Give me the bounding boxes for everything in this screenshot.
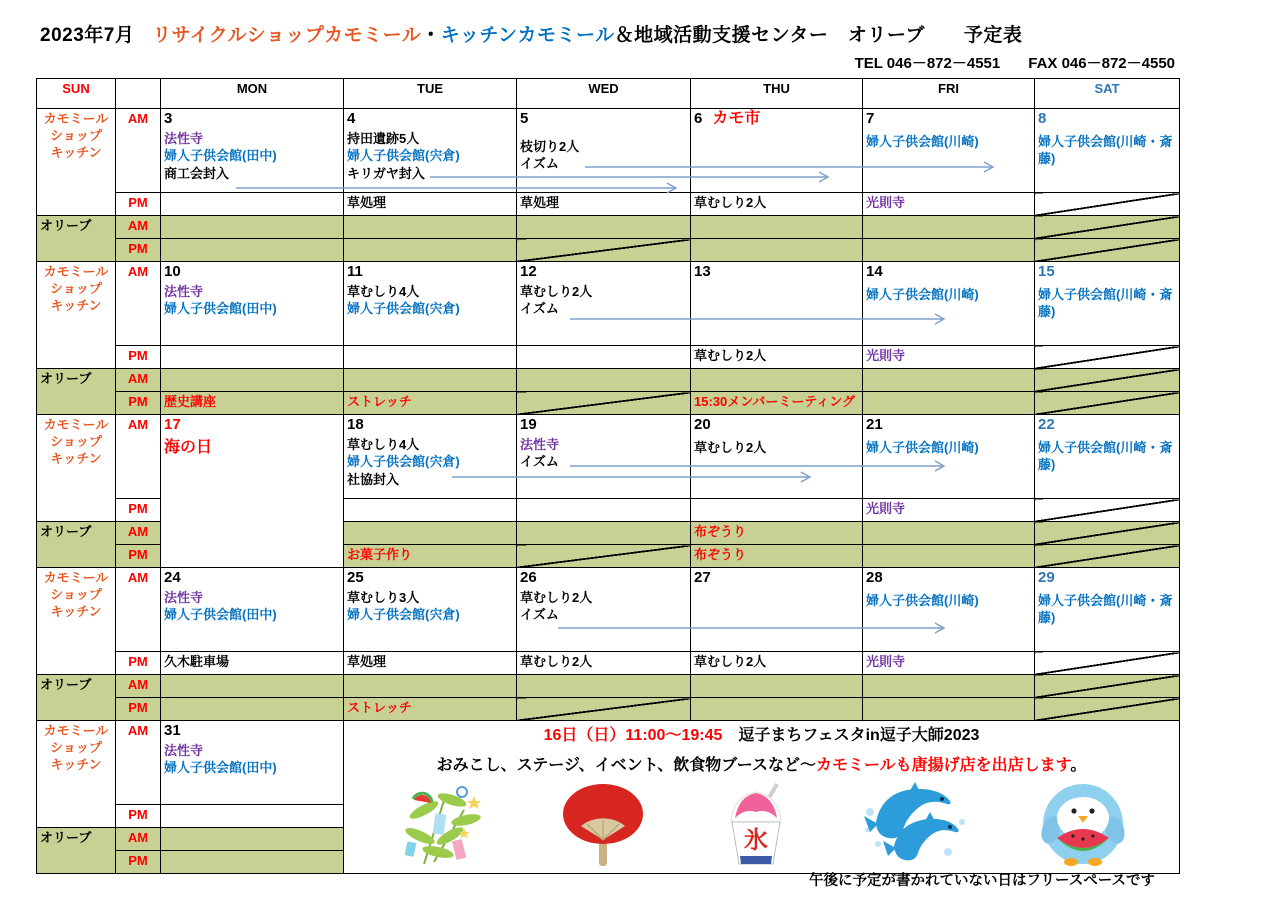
- day-cell-jul14-pm: 光則寺: [863, 346, 1035, 369]
- am-label: AM: [116, 568, 161, 652]
- olive-jul22-am-closed: [1035, 522, 1180, 545]
- date-27: 27: [694, 569, 711, 586]
- date-11: 11: [347, 263, 363, 280]
- day-cell-jul25-am: 25 草むしり3人 婦人子供会館(宍倉): [344, 568, 517, 652]
- day-cell-jul24-am: 24 法性寺 婦人子供会館(田中): [161, 568, 344, 652]
- date-13: 13: [694, 263, 711, 280]
- week4-pm-row: [37, 652, 1180, 675]
- date-18: 18: [347, 416, 364, 433]
- fax-number: FAX 046－872－4550: [1028, 55, 1175, 72]
- week2-olive-pm-row: PM 歴史講座 ストレッチ 15:30メンバーミーティング: [37, 392, 1180, 415]
- day-cell-jul31-pm: [161, 805, 344, 828]
- olive-row-label: オリーブ: [37, 216, 116, 262]
- day-cell-jul5-am: 5 枝切り2人 イズム: [517, 109, 691, 193]
- shaved-ice-icon: [715, 780, 797, 868]
- camomile-row-label: カモミール ショップ キッチン: [37, 415, 116, 522]
- day-cell-jul26-am: 26 草むしり2人 イズム: [517, 568, 691, 652]
- tanabata-bamboo-icon: [394, 784, 490, 868]
- week2-olive-am-row: オリーブ AM: [37, 369, 1180, 392]
- day-cell-jul13-pm: 草むしり2人: [691, 346, 863, 369]
- olive-jul12-pm-closed: [517, 392, 691, 415]
- day-cell-jul15-pm-closed: [1035, 346, 1180, 369]
- date-5: 5: [520, 110, 529, 127]
- day-cell-jul12-am: 12 草むしり2人 イズム: [517, 262, 691, 346]
- tel-number: TEL 046－872－4551: [854, 55, 1001, 72]
- day-cell-jul22-pm-closed: [1035, 499, 1180, 522]
- olive-jul22-pm-closed: [1035, 545, 1180, 568]
- date-20: 20: [694, 416, 711, 433]
- day-cell-jul11-am: 11 草むしり4人 婦人子供会館(宍倉): [344, 262, 517, 346]
- am-label: AM: [116, 721, 161, 805]
- olive-jul29-pm-closed: [1035, 698, 1180, 721]
- olive-jul11-pm: ストレッチ: [344, 392, 517, 415]
- marine-day-holiday: 海の日: [164, 439, 213, 457]
- day-cell-jul20-am: 20 草むしり2人: [691, 415, 863, 499]
- day-cell-jul18-am: 18 草むしり4人 婦人子供会館(宍倉) 社協封入: [344, 415, 517, 499]
- olive-jul26-pm-closed: [517, 698, 691, 721]
- olive-jul19-pm-closed: [517, 545, 691, 568]
- footer-note: 午後に予定が書かれていない日はフリースペースです: [809, 873, 1155, 889]
- day-cell-jul29-pm-closed: [1035, 652, 1180, 675]
- header-spacer: [116, 79, 161, 109]
- olive-jul8-am-closed: [1035, 216, 1180, 239]
- day-cell-jul8-pm-closed: [1035, 193, 1180, 216]
- am-label: AM: [116, 415, 161, 499]
- day-cell-jul31-am: 31 法性寺 婦人子供会館(田中): [161, 721, 344, 805]
- header-mon: MON: [161, 79, 344, 109]
- olive-jul18-pm: お菓子作り: [344, 545, 517, 568]
- day-cell-jul7-pm: 光則寺: [863, 193, 1035, 216]
- festival-announcement-cell: [344, 721, 1180, 874]
- day-cell-jul21-pm: 光則寺: [863, 499, 1035, 522]
- week4-am-row: [37, 568, 1180, 652]
- week4-olive-am-row: オリーブ AM: [37, 675, 1180, 698]
- pm-label: PM: [116, 193, 161, 216]
- olive-jul29-am-closed: [1035, 675, 1180, 698]
- olive-pm-label: PM: [116, 239, 161, 262]
- am-label: AM: [116, 262, 161, 346]
- week5-am-row: [37, 721, 1180, 805]
- day-cell-jul4-am: 4 持田遺跡5人 婦人子供会館(宍倉) キリガヤ封入: [344, 109, 517, 193]
- date-31: 31: [164, 722, 181, 739]
- date-4: 4: [347, 110, 356, 127]
- week1-pm-row: [37, 193, 1180, 216]
- contact-line: [855, 52, 1175, 73]
- pm-label: PM: [116, 652, 161, 675]
- olive-jul5-pm-closed: [517, 239, 691, 262]
- header-thu: THU: [691, 79, 863, 109]
- am-label: AM: [116, 109, 161, 193]
- day-cell-jul27-am: [691, 568, 863, 652]
- week5-olive-pm-row: PM: [37, 851, 1180, 874]
- schedule-arrow: [452, 471, 816, 483]
- olive-jul10-pm: 歴史講座: [161, 392, 344, 415]
- week2-am-row: [37, 262, 1180, 346]
- camomile-row-label: カモミール ショップ キッチン: [37, 568, 116, 675]
- date-10: 10: [164, 263, 181, 280]
- schedule-arrow: [558, 622, 950, 634]
- week3-am-row: [37, 415, 1180, 499]
- date-14: 14: [866, 263, 883, 280]
- week5-olive-am-row: オリーブ AM: [37, 828, 1180, 851]
- header-sun: SUN: [37, 79, 116, 109]
- day-cell-jul24-pm: 久木駐車場: [161, 652, 344, 675]
- schedule-arrow: [570, 313, 950, 325]
- day-cell-jul25-pm: 草処理: [344, 652, 517, 675]
- day-cell-jul3-pm: [161, 193, 344, 216]
- date-24: 24: [164, 569, 181, 586]
- pm-label: PM: [116, 805, 161, 828]
- date-28: 28: [866, 569, 883, 586]
- day-cell-jul10-am: 10 法性寺 婦人子供会館(田中): [161, 262, 344, 346]
- pm-label: PM: [116, 499, 161, 522]
- date-21: 21: [866, 416, 883, 433]
- olive-jul15-am-closed: [1035, 369, 1180, 392]
- uchiwa-fan-icon: [555, 782, 651, 868]
- weekday-header-row: [37, 79, 1180, 109]
- date-12: 12: [520, 263, 537, 280]
- header-wed: WED: [517, 79, 691, 109]
- day-cell-jul4-pm: 草処理: [344, 193, 517, 216]
- header-fri: FRI: [863, 79, 1035, 109]
- day-cell-jul28-am: 28 婦人子供会館(川崎): [863, 568, 1035, 652]
- title-shop1: リサイクルショップカモミール: [152, 25, 422, 46]
- summer-icons-row: [344, 782, 1179, 868]
- camomile-row-label: カモミール ショップ キッチン: [37, 721, 116, 828]
- pm-label: PM: [116, 346, 161, 369]
- date-17: 17: [164, 416, 181, 433]
- camomile-row-label: カモミール ショップ キッチン: [37, 109, 116, 216]
- week4-olive-pm-row: PM ストレッチ: [37, 698, 1180, 721]
- week1-olive-pm-row: [37, 239, 1180, 262]
- day-cell-jul13-am: [691, 262, 863, 346]
- camomile-row-label: カモミール ショップ キッチン: [37, 262, 116, 369]
- day-cell-jul5-pm: 草処理: [517, 193, 691, 216]
- olive-jul25-pm: ストレッチ: [344, 698, 517, 721]
- header-sat: SAT: [1035, 79, 1180, 109]
- penguin-watermelon-icon: [1037, 778, 1129, 868]
- kamo-market-event: カモ市: [712, 110, 761, 127]
- week3-olive-pm-row: PM お菓子作り 布ぞうり: [37, 545, 1180, 568]
- olive-row-label: オリーブ: [37, 522, 116, 568]
- day-cell-jul3-am: 3 法性寺 婦人子供会館(田中) 商工会封入: [161, 109, 344, 193]
- week3-olive-am-row: オリーブ AM 布ぞうり: [37, 522, 1180, 545]
- olive-jul15-pm-closed: [1035, 392, 1180, 415]
- header-tue: TUE: [344, 79, 517, 109]
- olive-jul8-pm-closed: [1035, 239, 1180, 262]
- dolphins-icon: [862, 782, 972, 868]
- olive-row-label: オリーブ: [37, 828, 116, 874]
- olive-jul13-pm: 15:30メンバーミーティング: [691, 392, 863, 415]
- day-cell-jul8-am: 8 婦人子供会館(川崎・斎藤): [1035, 109, 1180, 193]
- festival-detail-line: おみこし、ステージ、イベント、飲食物ブースなど～カモミールも唐揚げ店を出店します。: [436, 757, 1087, 775]
- day-cell-jul22-am: 22 婦人子供会館(川崎・斎藤): [1035, 415, 1180, 499]
- olive-row-label: オリーブ: [37, 675, 116, 721]
- date-7: 7: [866, 110, 875, 127]
- day-cell-jul27-pm: 草むしり2人: [691, 652, 863, 675]
- date-26: 26: [520, 569, 537, 586]
- olive-row-label: オリーブ: [37, 369, 116, 415]
- date-22: 22: [1038, 416, 1055, 433]
- day-cell-jul26-pm: 草むしり2人: [517, 652, 691, 675]
- title-separator: ・: [421, 25, 441, 46]
- day-cell-jul19-am: 19 法性寺 イズム: [517, 415, 691, 499]
- date-6: 6: [694, 110, 703, 127]
- olive-jul20-am: 布ぞうり: [691, 522, 863, 545]
- day-cell-jul14-am: 14 婦人子供会館(川崎): [863, 262, 1035, 346]
- date-29: 29: [1038, 569, 1055, 586]
- day-cell-jul28-pm: 光則寺: [863, 652, 1035, 675]
- date-3: 3: [164, 110, 173, 127]
- ice-character: 氷: [744, 827, 769, 855]
- week1-olive-am-row: [37, 216, 1180, 239]
- day-cell-jul29-am: 29 婦人子供会館(川崎・斎藤): [1035, 568, 1180, 652]
- olive-am-label: AM: [116, 216, 161, 239]
- title-shop2: キッチンカモミール: [440, 25, 615, 46]
- day-cell-jul21-am: 21 婦人子供会館(川崎): [863, 415, 1035, 499]
- date-8: 8: [1038, 110, 1047, 127]
- title-month: 2023年7月: [40, 25, 135, 46]
- page-title: [40, 20, 1022, 47]
- date-15: 15: [1038, 263, 1055, 280]
- week2-pm-row: [37, 346, 1180, 369]
- day-cell-jul15-am: 15 婦人子供会館(川崎・斎藤): [1035, 262, 1180, 346]
- date-19: 19: [520, 416, 537, 433]
- day-cell-jul17-holiday: [161, 415, 344, 568]
- schedule-arrow: [236, 182, 682, 194]
- festival-title-line: 16日（日）11:00～19:45 逗子まちフェスタin逗子大師2023: [543, 727, 980, 744]
- title-rest: ＆地域活動支援センター オリーブ 予定表: [614, 25, 1023, 46]
- day-cell-jul7-am: 7 婦人子供会館(川崎): [863, 109, 1035, 193]
- date-25: 25: [347, 569, 364, 586]
- olive-jul20-pm: 布ぞうり: [691, 545, 863, 568]
- day-cell-jul6-pm: 草むしり2人: [691, 193, 863, 216]
